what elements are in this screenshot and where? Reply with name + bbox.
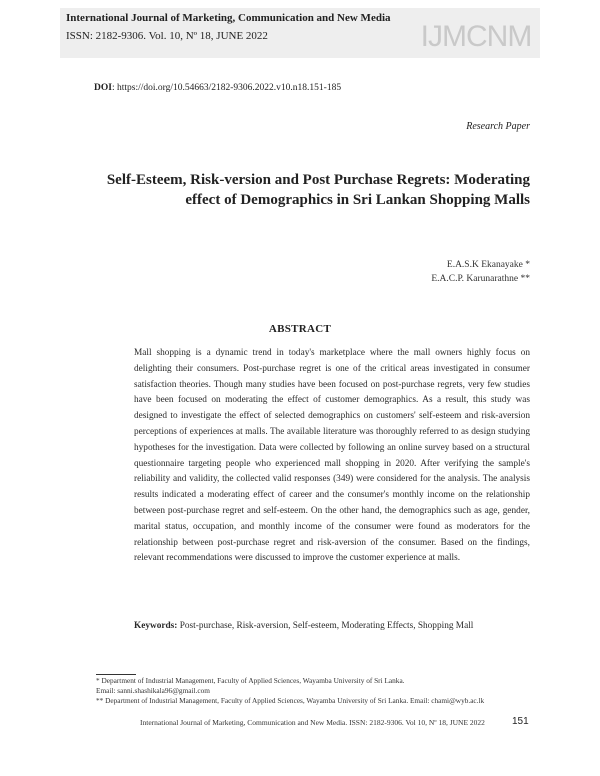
footnotes: [96, 676, 536, 705]
footnote-2: ** Department of Industrial Management, Faculty of Applied Sciences, Wayamba University of Sri Lanka. Email: chami@wyb.ac.lk: [96, 695, 485, 705]
doi-link[interactable]: : https://doi.org/10.54663/2182-9306.2022.v10.n18.151-185: [111, 83, 342, 93]
journal-issn: ISSN: 2182-9306. Vol. 10, Nº 18, JUNE 2022: [66, 30, 268, 42]
keywords-line: [134, 619, 530, 633]
footnote-1: * Department of Industrial Management, Faculty of Applied Sciences, Wayamba University of Sri Lanka.: [96, 676, 405, 685]
keywords-list: Post-purchase, Risk-aversion, Self-esteem, Moderating Effects, Shopping Mall: [177, 621, 474, 631]
page-footer: International Journal of Marketing, Communication and New Media. ISSN: 2182-9306. Vol 10, Nº 18, JUNE 2022: [140, 718, 485, 727]
author-list: [431, 258, 530, 286]
footnote-1-email[interactable]: Email: sanni.shashikala96@gmail.com: [96, 685, 210, 695]
paper-title: Self-Esteem, Risk-version and Post Purchase Regrets: Moderating effect of Demographics in Sri Lankan Shopping Malls: [106, 172, 530, 208]
keywords-label: Keywords:: [134, 621, 178, 631]
journal-name: International Journal of Marketing, Communication and New Media: [66, 12, 391, 24]
abstract-heading: ABSTRACT: [268, 323, 332, 335]
paper-type: Research Paper: [466, 121, 530, 132]
doi-line: [94, 83, 341, 93]
journal-logo-text: IJMCNM: [420, 20, 532, 53]
author-1: E.A.S.K Ekanayake *: [446, 260, 530, 270]
page-number: 151: [512, 716, 529, 727]
author-2: E.A.C.P. Karunarathne **: [431, 274, 530, 284]
footnote-rule: [96, 674, 136, 675]
doi-label: DOI: [94, 83, 112, 93]
journal-logo: [420, 12, 532, 56]
abstract-body: Mall shopping is a dynamic trend in today's marketplace where the mall owners highly focus on delighting their consumers. Post-purchase regret is one of the critical areas investigated in consumer satisfaction theories. Though many studies have been focused on post-purchase regrets, very few studies have been focused on moderating the effect of customer demographics. As a result, this study was designed to investigate the effect of selected demographics on customers' self-esteem and risk-aversion perceptions of experiences at malls. The available literature was thoroughly referred to as design studying hypotheses for the investigation. Data were collected by following an online survey based on a structural questionnaire targeting people who experienced mall shopping in 2020. After verifying the sample's reliability and validity, the collected valid responses (349) were considered for the analysis. The analysis results indicated a moderating effect of career and the consumer's monthly income on the relationship between post-purchase regret and self-esteem. On the other hand, the demographics such as age, gender, marital status, occupation, and monthly income of the consumer were found as moderators for the relationship between post-purchase regret and risk-aversion of the consumer. Based on the findings, relevant recommendations were discussed to improve the customer experience at malls.: [134, 348, 530, 564]
